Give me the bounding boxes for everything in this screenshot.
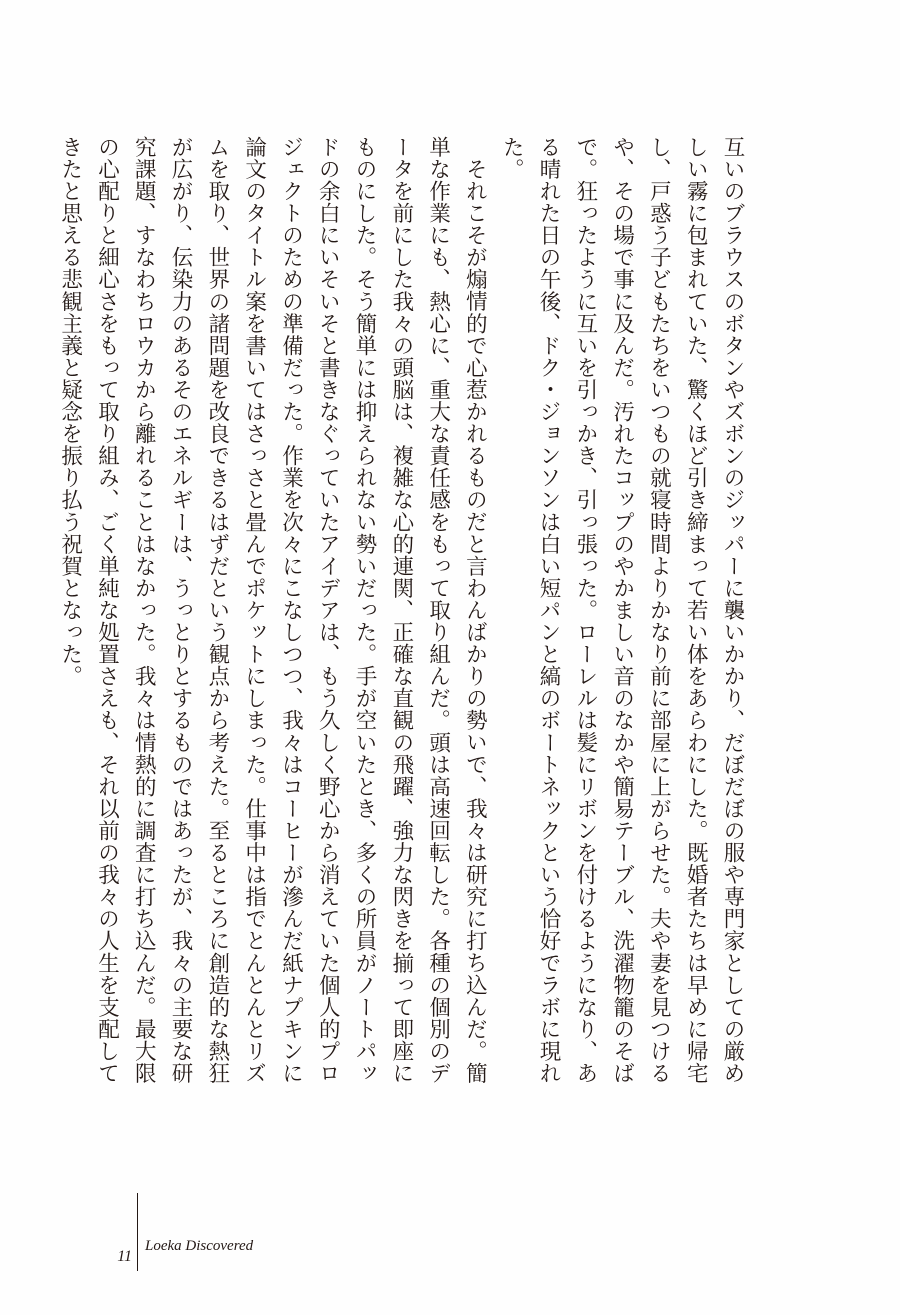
running-title: Loeka Discovered bbox=[145, 1238, 254, 1254]
paragraph-2: それこそが煽情的で心惹かれるものだと言わんばかりの勢いで、我々は研究に打ち込んだ。簡単な作業にも、熱心に、重大な責任感をもって取り組んだ。頭は高速回転した。各種の個別のデータを前にした我々の頭脳は、複雑な心的連関、正確な直観の飛躍、強力な閃きを揃って即座にものにした。そう簡単には抑えられない勢いだった。手が空いたとき、多くの所員がノートパッドの余白にいそいそと書きなぐっていたアイデアは、もう久しく野心から消えていた個人的プロジェクトのための準備だった。作業を次々にこなしつつ、我々はコーヒーが滲んだ紙ナプキンに論文のタイトル案を書いてはさっさと畳んでポケットにしまった。仕事中は指でとんとんとリズムを取り、世界の諸問題を改良できるはずだという観点から考えた。至るところに創造的な熱狂が広がり、伝染力のあるそのエネルギーは、うっとりとするものではあったが、我々の主要な研究課題、すなわちロウカから離れることはなかった。我々は情熱的に調査に打ち込んだ。最大限の心配りと細心さをもって取り組み、ごく単純な処置さえも、それ以前の我々の人生を支配してきたと思える悲観主義と疑念を振り払う祝賀となった。 bbox=[57, 136, 488, 1085]
footer-divider bbox=[137, 1193, 138, 1271]
page-footer bbox=[110, 1193, 310, 1271]
page-number: 11 bbox=[117, 1248, 132, 1265]
body-text bbox=[57, 136, 750, 1096]
paragraph-1: 互いのブラウスのボタンやズボンのジッパーに襲いかかり、だぼだぼの服や専門家としての厳めしい霧に包まれていた、驚くほど引き締まって若い体をあらわにした。既婚者たちは早めに帰宅し、戸惑う子どもたちをいつもの就寝時間よりかなり前に部屋に上がらせた。夫や妻を見つけるや、その場で事に及んだ。汚れたコップのやかましい音のなかや簡易テーブル、洗濯物籠のそばで。狂ったように互いを引っかき、引っ張った。ローレルは髪にリボンを付けるようになり、ある晴れた日の午後、ドク・ジョンソンは白い短パンと縞のボートネックという恰好でラボに現れた。 bbox=[499, 136, 745, 1085]
